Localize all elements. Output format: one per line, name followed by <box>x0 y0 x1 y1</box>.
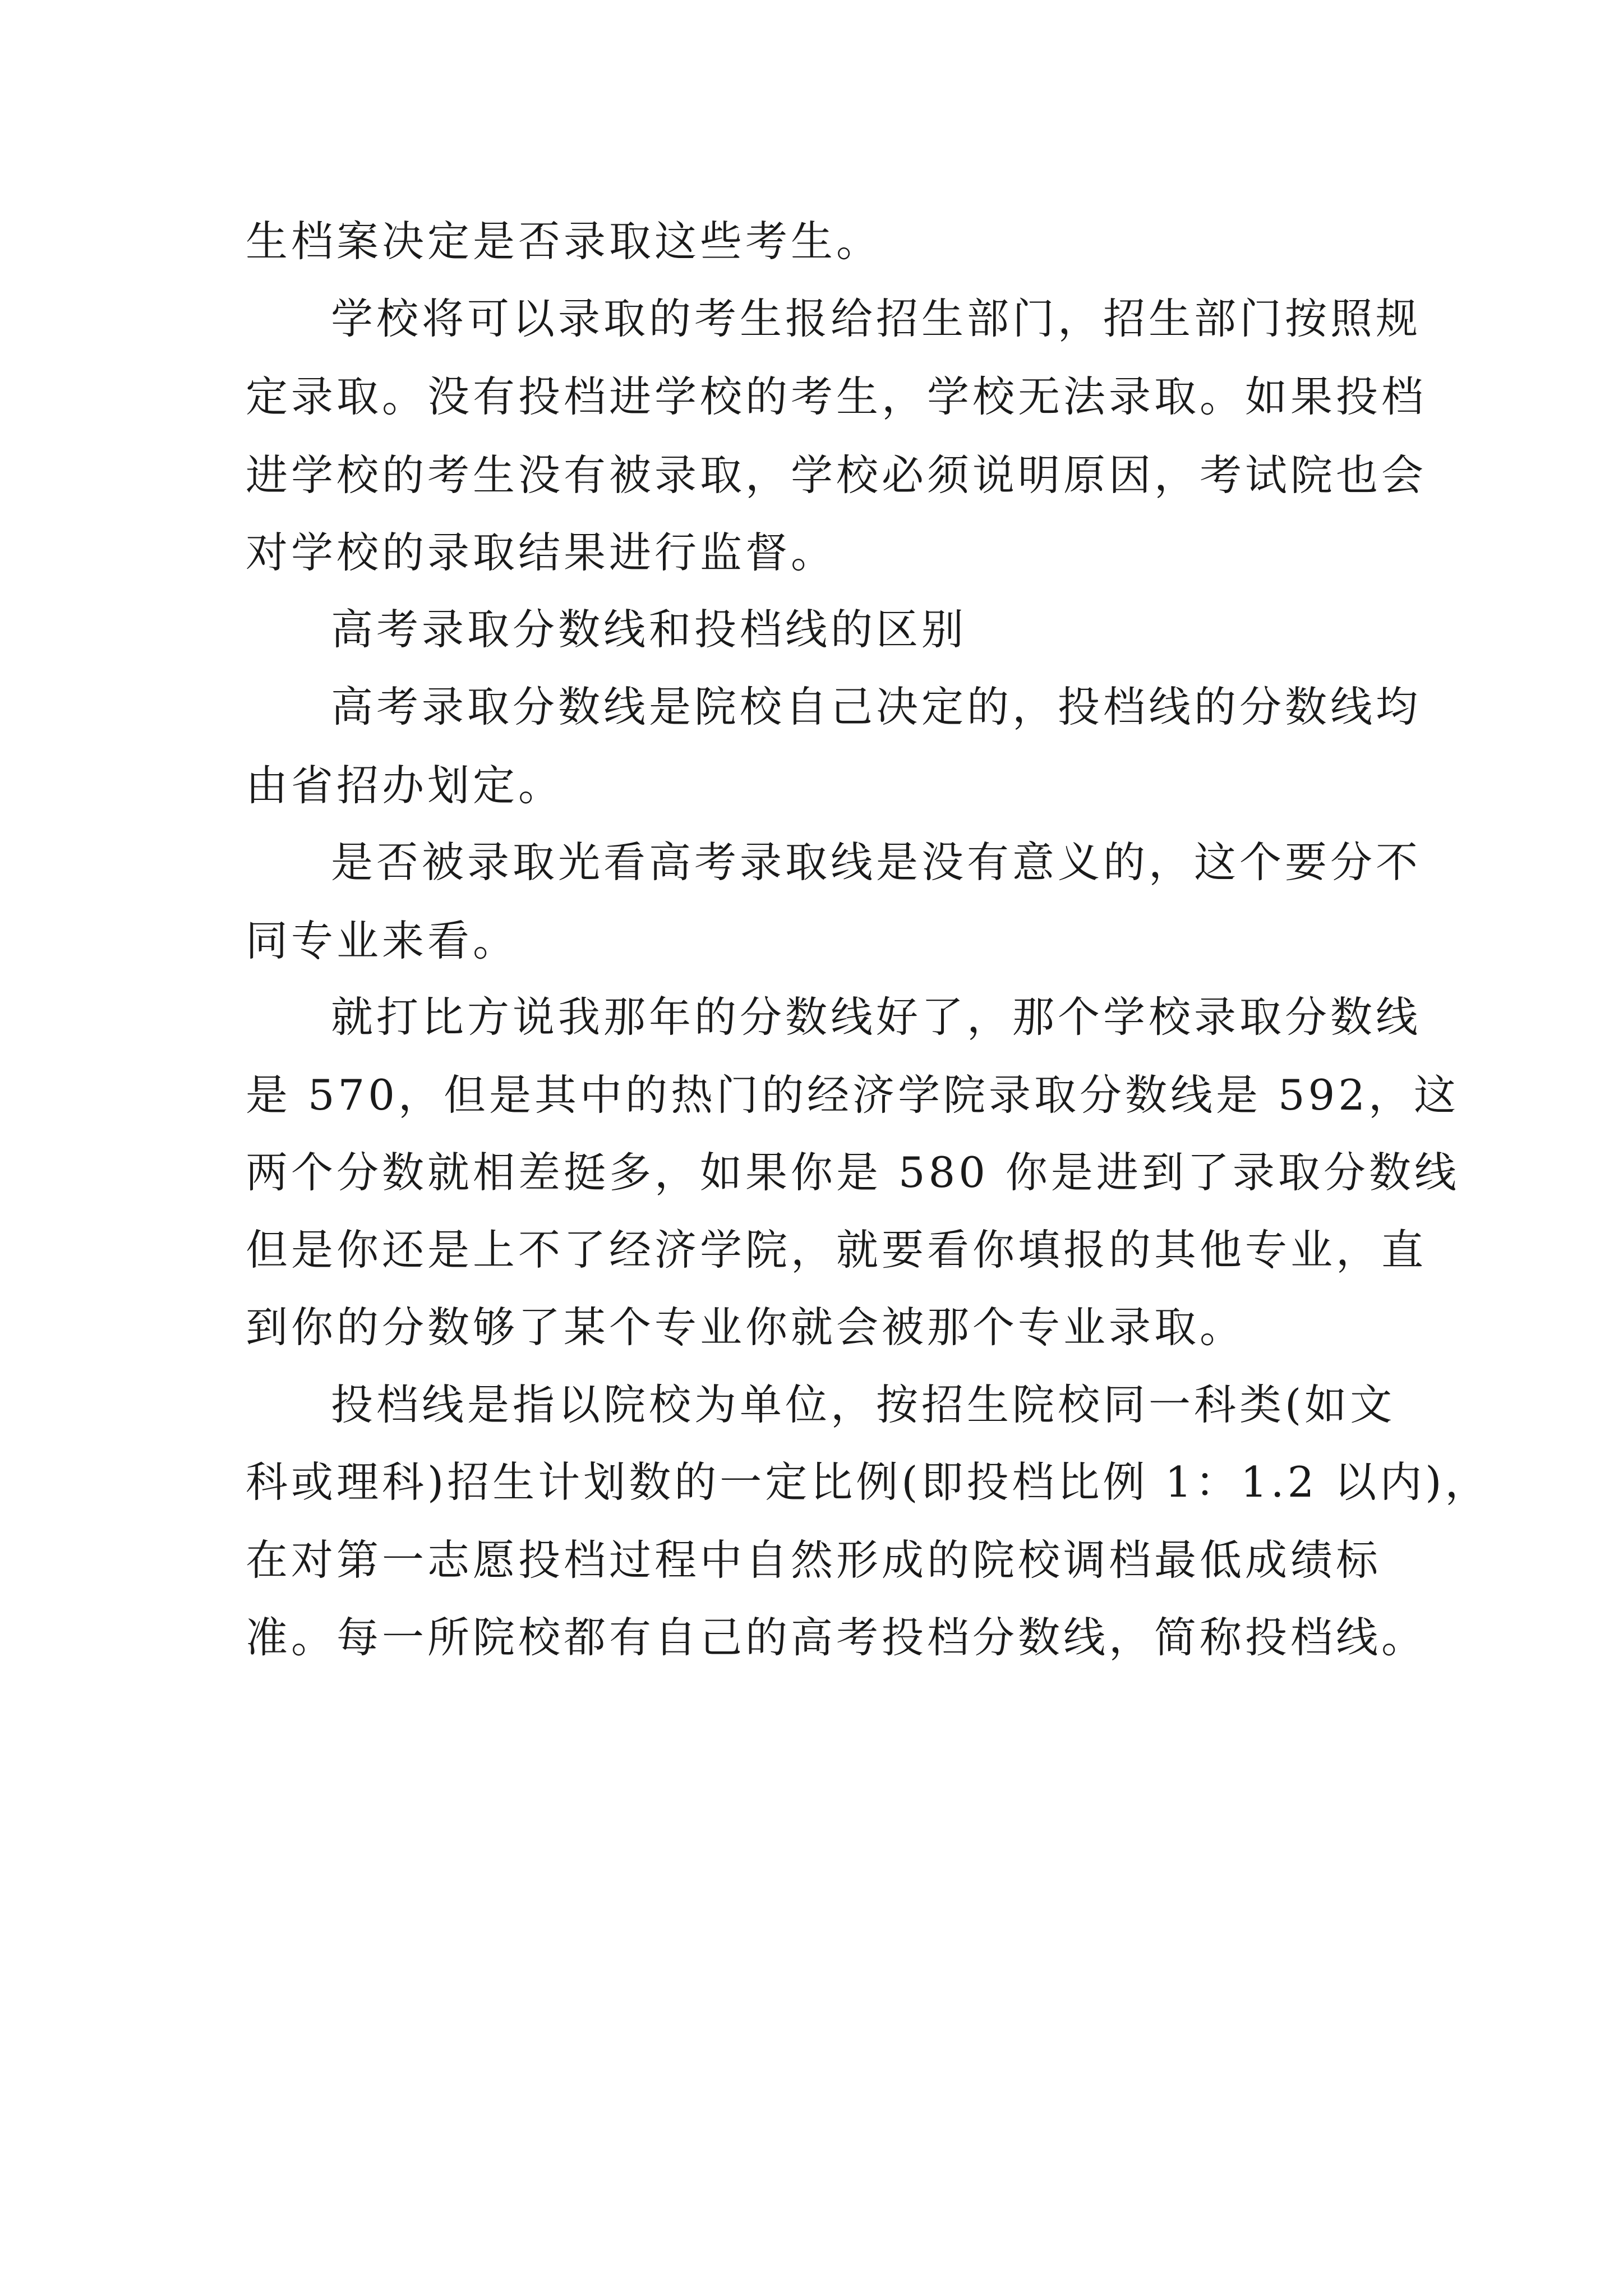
text-line: 对学校的录取结果进行监督。 <box>246 528 837 577</box>
text-line: 准。每一所院校都有自己的高考投档分数线，简称投档线。 <box>246 1613 1427 1662</box>
text-line: 到你的分数够了某个专业你就会被那个专业录取。 <box>246 1303 1246 1352</box>
text-line: 进学校的考生没有被录取，学校必须说明原因，考试院也会 <box>246 450 1427 500</box>
text-line: 是否被录取光看高考录取线是没有意义的，这个要分不 <box>331 838 1422 887</box>
text-line: 学校将可以录取的考生报给招生部门，招生部门按照规 <box>331 294 1422 343</box>
section-heading: 高考录取分数线和投档线的区别 <box>331 605 967 654</box>
text-line: 由省招办划定。 <box>246 761 564 810</box>
text-line: 两个分数就相差挺多，如果你是 580 你是进到了录取分数线 <box>246 1148 1460 1197</box>
text-line: 定录取。没有投档进学校的考生，学校无法录取。如果投档 <box>246 372 1427 421</box>
text-line: 但是你还是上不了经济学院，就要看你填报的其他专业，直 <box>246 1225 1427 1274</box>
text-line: 投档线是指以院校为单位，按招生院校同一科类(如文 <box>331 1380 1396 1429</box>
text-line: 同专业来看。 <box>246 916 519 965</box>
text-line: 是 570，但是其中的热门的经济学院录取分数线是 592，这 <box>246 1070 1459 1120</box>
text-line: 在对第一志愿投档过程中自然形成的院校调档最低成绩标 <box>246 1535 1382 1585</box>
text-line: 就打比方说我那年的分数线好了，那个学校录取分数线 <box>331 992 1422 1042</box>
text-line: 高考录取分数线是院校自己决定的，投档线的分数线均 <box>331 682 1422 731</box>
text-line: 生档案决定是否录取这些考生。 <box>246 217 882 266</box>
text-line: 科或理科)招生计划数的一定比例(即投档比例 1：1.2 以内)， <box>246 1457 1491 1507</box>
